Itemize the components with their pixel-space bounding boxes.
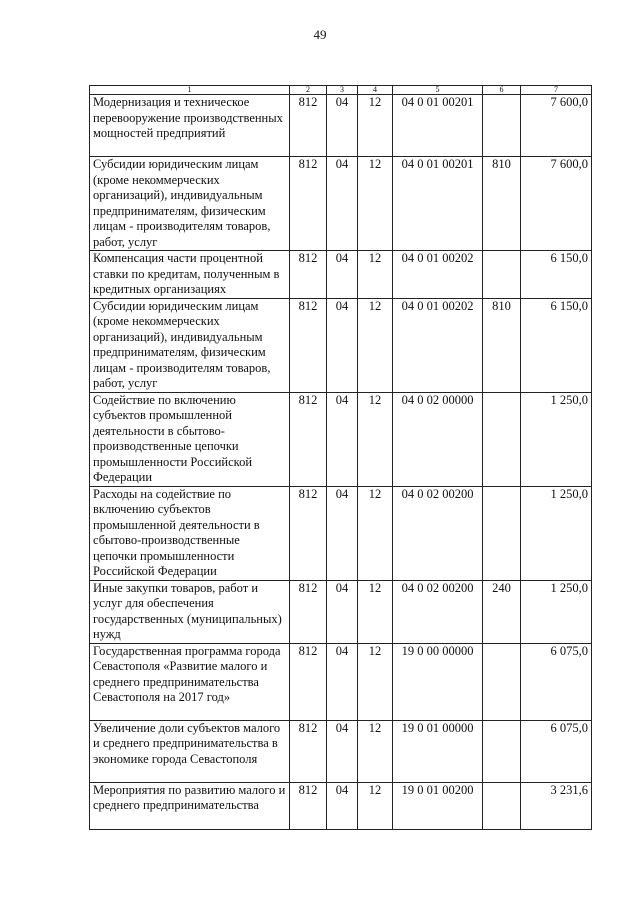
table-row [90, 643, 592, 720]
row-name: Содействие по включению субъектов промышленной деятельности в сбытово-производственные цепочки промышленности Российской Федерации [90, 392, 290, 486]
row-col4: 12 [358, 298, 393, 392]
row-col3: 04 [327, 782, 358, 829]
column-header: 4 [358, 86, 393, 95]
row-col5: 04 0 02 00200 [393, 580, 483, 643]
row-col6 [483, 251, 521, 299]
row-name: Субсидии юридическим лицам (кроме некоммерческих организаций), индивидуальным предпринимателям, физическим лицам - производителям товаров, работ, услуг [90, 157, 290, 251]
row-col6 [483, 486, 521, 580]
row-col2: 812 [290, 782, 327, 829]
row-col7: 3 231,6 [521, 782, 592, 829]
row-name: Компенсация части процентной ставки по кредитам, полученным в кредитных организациях [90, 251, 290, 299]
row-name: Субсидии юридическим лицам (кроме некоммерческих организаций), индивидуальным предпринимателям, физическим лицам - производителям товаров, работ, услуг [90, 298, 290, 392]
column-header: 5 [393, 86, 483, 95]
row-col4: 12 [358, 720, 393, 782]
table-row [90, 157, 592, 251]
column-header: 3 [327, 86, 358, 95]
budget-table [89, 85, 592, 830]
table-row [90, 251, 592, 299]
row-col4: 12 [358, 157, 393, 251]
row-col6 [483, 720, 521, 782]
table-row [90, 298, 592, 392]
row-col2: 812 [290, 643, 327, 720]
row-col3: 04 [327, 643, 358, 720]
row-col6 [483, 95, 521, 157]
row-col6: 810 [483, 157, 521, 251]
row-col2: 812 [290, 95, 327, 157]
row-col2: 812 [290, 392, 327, 486]
page-number: 49 [313, 27, 327, 42]
row-name: Увеличение доли субъектов малого и среднего предпринимательства в экономике города Севастополя [90, 720, 290, 782]
table-row [90, 392, 592, 486]
table-row [90, 95, 592, 157]
row-col3: 04 [327, 157, 358, 251]
row-col7: 7 600,0 [521, 95, 592, 157]
table-header-row [90, 86, 592, 95]
row-col3: 04 [327, 251, 358, 299]
row-col4: 12 [358, 95, 393, 157]
row-col7: 1 250,0 [521, 392, 592, 486]
row-col5: 04 0 02 00200 [393, 486, 483, 580]
row-col5: 19 0 01 00200 [393, 782, 483, 829]
row-col4: 12 [358, 251, 393, 299]
row-col6 [483, 643, 521, 720]
row-col5: 04 0 02 00000 [393, 392, 483, 486]
row-col4: 12 [358, 782, 393, 829]
column-header: 7 [521, 86, 592, 95]
row-col5: 19 0 01 00000 [393, 720, 483, 782]
table-row [90, 782, 592, 829]
row-col4: 12 [358, 486, 393, 580]
row-name: Государственная программа города Севастополя «Развитие малого и среднего предпринимательства Севастополя на 2017 год» [90, 643, 290, 720]
row-col3: 04 [327, 392, 358, 486]
row-col3: 04 [327, 720, 358, 782]
row-col4: 12 [358, 643, 393, 720]
row-col3: 04 [327, 298, 358, 392]
row-col6: 240 [483, 580, 521, 643]
column-header: 1 [90, 86, 290, 95]
column-header: 2 [290, 86, 327, 95]
row-col4: 12 [358, 580, 393, 643]
row-col5: 04 0 01 00202 [393, 251, 483, 299]
row-col2: 812 [290, 298, 327, 392]
row-col3: 04 [327, 95, 358, 157]
row-name: Модернизация и техническое перевооружение производственных мощностей предприятий [90, 95, 290, 157]
row-col2: 812 [290, 251, 327, 299]
column-header: 6 [483, 86, 521, 95]
row-name: Иные закупки товаров, работ и услуг для обеспечения государственных (муниципальных) нужд [90, 580, 290, 643]
row-col5: 04 0 01 00202 [393, 298, 483, 392]
row-col7: 6 075,0 [521, 720, 592, 782]
row-col6 [483, 392, 521, 486]
row-col4: 12 [358, 392, 393, 486]
row-col2: 812 [290, 157, 327, 251]
table-row [90, 486, 592, 580]
row-col2: 812 [290, 720, 327, 782]
row-col5: 19 0 00 00000 [393, 643, 483, 720]
row-col7: 7 600,0 [521, 157, 592, 251]
row-col2: 812 [290, 486, 327, 580]
row-col7: 6 075,0 [521, 643, 592, 720]
row-col7: 6 150,0 [521, 298, 592, 392]
row-col7: 1 250,0 [521, 580, 592, 643]
row-name: Мероприятия по развитию малого и среднего предпринимательства [90, 782, 290, 829]
table-row [90, 580, 592, 643]
row-col2: 812 [290, 580, 327, 643]
row-col5: 04 0 01 00201 [393, 157, 483, 251]
row-col7: 1 250,0 [521, 486, 592, 580]
table-row [90, 720, 592, 782]
row-col6: 810 [483, 298, 521, 392]
row-col7: 6 150,0 [521, 251, 592, 299]
row-col3: 04 [327, 486, 358, 580]
row-col5: 04 0 01 00201 [393, 95, 483, 157]
row-col3: 04 [327, 580, 358, 643]
row-col6 [483, 782, 521, 829]
row-name: Расходы на содействие по включению субъектов промышленной деятельности в сбытово-производственные цепочки промышленности Российской Федерации [90, 486, 290, 580]
